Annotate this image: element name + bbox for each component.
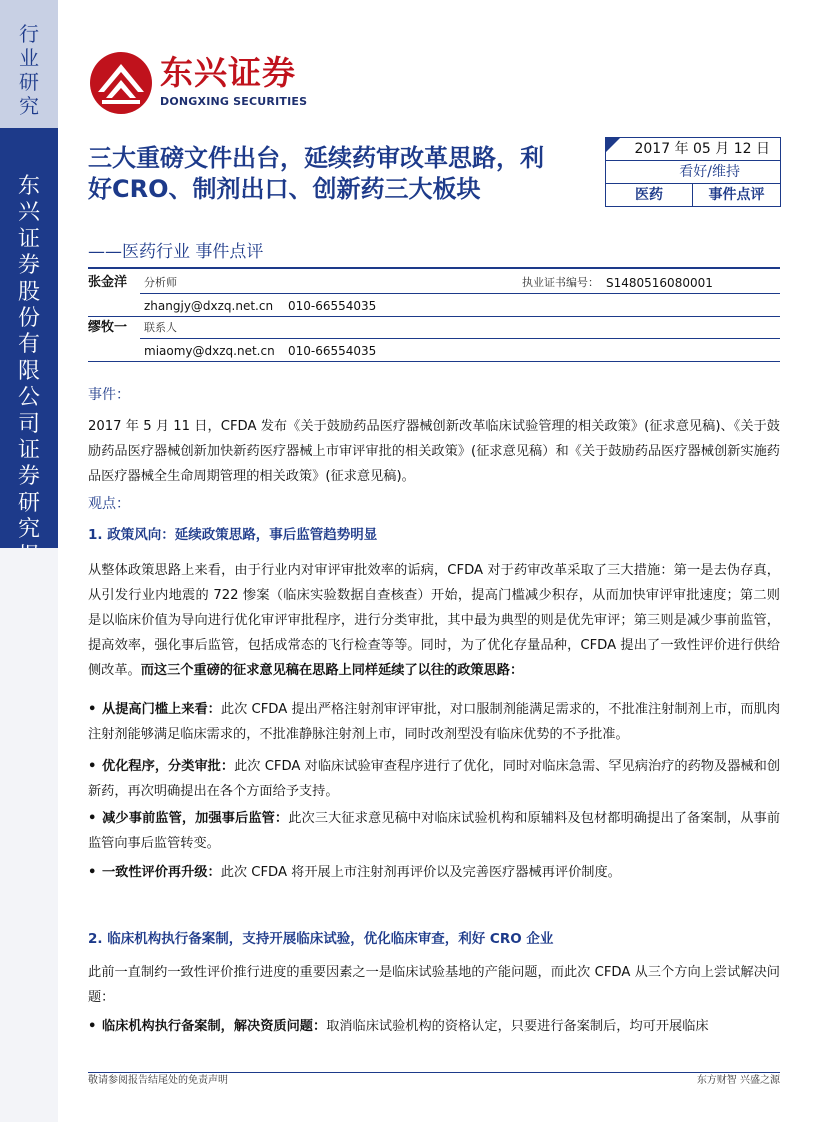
- footer-rule: [88, 1072, 780, 1073]
- author-role: 分析师: [144, 276, 177, 289]
- section-2-paragraph: 此前一直制约一致性评价推行进度的重要因素之一是临床试验基地的产能问题，而此次 CFDA 从三个方向上尝试解决问题：: [88, 965, 780, 1005]
- contact-phone: 010-66554035: [288, 344, 377, 358]
- report-title: 三大重磅文件出台，延续药审改革思路，利好CRO、制剂出口、创新药三大板块: [88, 144, 544, 203]
- license-number: S1480516080001: [606, 276, 713, 290]
- authors-top-rule: [88, 267, 780, 269]
- event-label: 事件：: [88, 387, 130, 403]
- bullet-lead: 减少事前监管，加强事后监管：: [102, 811, 289, 826]
- section-heading-1: 1. 政策风向：延续政策思路，事后监管趋势明显: [88, 527, 378, 543]
- bullet-lead: 从提高门槛上来看：: [102, 702, 221, 717]
- sidebar-category-label: 行业研究: [19, 22, 39, 118]
- list-item: [88, 697, 780, 747]
- row-divider: [140, 338, 780, 339]
- row-divider: [140, 293, 780, 294]
- bullet-text: 此次 CFDA 将开展上市注射剂再评价以及完善医疗器械再评价制度。: [220, 865, 621, 880]
- license-label: 执业证书编号：: [522, 276, 599, 289]
- rating-label: 看好/维持: [606, 160, 780, 182]
- bullet-icon: •: [88, 811, 97, 826]
- bullet-text: 取消临床试验机构的资格认定，只要进行备案制后，均可开展临床: [326, 1019, 709, 1034]
- contact-role: 联系人: [144, 321, 177, 334]
- bullet-icon: •: [88, 865, 97, 880]
- list-item: [88, 806, 780, 856]
- footer-slogan: 东方财智 兴盛之源: [696, 1075, 780, 1086]
- report-subtitle: ——医药行业 事件点评: [88, 242, 264, 262]
- contact-email[interactable]: miaomy@dxzq.net.cn: [144, 344, 275, 358]
- company-logo-icon: [88, 50, 154, 116]
- bullet-lead: 一致性评价再升级：: [102, 865, 221, 880]
- sidebar-top-band: [0, 0, 58, 128]
- author-phone: 010-66554035: [288, 299, 377, 313]
- bullet-icon: •: [88, 702, 97, 717]
- bullet-icon: •: [88, 759, 97, 774]
- bullet-text: 此次三大征求意见稿中对临床试验机构和原辅料及包材都明确提出了备案制，从事前监管向事后监管转变。: [88, 811, 781, 851]
- industry-label: 医药: [606, 183, 693, 207]
- paragraph-text: 从整体政策思路上来看，由于行业内对审评审批效率的诟病，CFDA 对于药审改革采取了三大措施：第一是去伪存真，从引发行业内地震的 722 惨案（临床实验数据自查核查）开始，提高门槛减少积存，从而加快审评审批速度；第二则是以临床价值为导向进行优化审评审批程序，进行分类审批，其中最为典型的则是优先审评；第三则是减少事前监管，提高效率，强化事后监管，包括成常态的飞行检查等等。同时，为了优化存量品种，CFDA 提出了一致性评价进行供给侧改革。: [88, 563, 780, 678]
- report-type-label: 事件点评: [693, 183, 780, 207]
- sidebar-lower-band: [0, 548, 58, 1122]
- contact-name: 缪牧一: [88, 320, 128, 335]
- section-heading-2: 2. 临床机构执行备案制，支持开展临床试验，优化临床审查，利好 CRO 企业: [88, 931, 554, 947]
- bullet-lead: 优化程序，分类审批：: [102, 759, 235, 774]
- report-info-box: [605, 137, 781, 207]
- logo-name-cn: 东兴证券: [160, 53, 296, 92]
- sidebar-company-label: 东兴证券股份有限公司证券研究: [17, 174, 40, 543]
- author-email[interactable]: zhangjy@dxzq.net.cn: [144, 299, 274, 313]
- authors-bottom-rule: [88, 361, 780, 362]
- event-paragraph: 2017 年 5 月 11 日，CFDA 发布《关于鼓励药品医疗器械创新改革临床试验管理的相关政策》(征求意见稿)、《关于鼓励药品医疗器械创新加快新药医疗器械上市审评审批的相关政策》(征求意见稿）和《关于鼓励药品医疗器械创新实施药品医疗器械全生命周期管理的相关政策》(征求意见稿)。: [88, 419, 780, 484]
- view-label: 观点：: [88, 496, 130, 512]
- author-divider: [88, 316, 780, 317]
- list-item: [88, 754, 780, 804]
- list-item: [88, 1014, 780, 1039]
- report-date: 2017 年 05 月 12 日: [634, 141, 770, 157]
- logo-name-en: DONGXING SECURITIES: [160, 95, 308, 108]
- sidebar-company-band: [0, 128, 58, 548]
- list-item: [88, 860, 780, 885]
- paragraph-bold-text: 而这三个重磅的征求意见稿在思路上同样延续了以往的政策思路：: [140, 663, 524, 678]
- bullet-text: 此次 CFDA 对临床试验审查程序进行了优化，同时对临床急需、罕见病治疗的药物及器械和创新药，再次明确提出在各个方面给予支持。: [88, 759, 781, 799]
- section-1-paragraph: [88, 558, 780, 683]
- footer-disclaimer: 敬请参阅报告结尾处的免责声明: [88, 1075, 228, 1086]
- bullet-text: 此次 CFDA 提出严格注射剂审评审批，对口服制剂能满足需求的，不批准注射制剂上市，而肌肉注射剂能够满足临床需求的，不批准静脉注射剂上市，同时改剂型没有临床优势的不予批准。: [88, 702, 781, 742]
- bullet-icon: •: [88, 1019, 97, 1034]
- bullet-lead: 临床机构执行备案制，解决资质问题：: [102, 1019, 327, 1034]
- author-name: 张金洋: [88, 275, 128, 290]
